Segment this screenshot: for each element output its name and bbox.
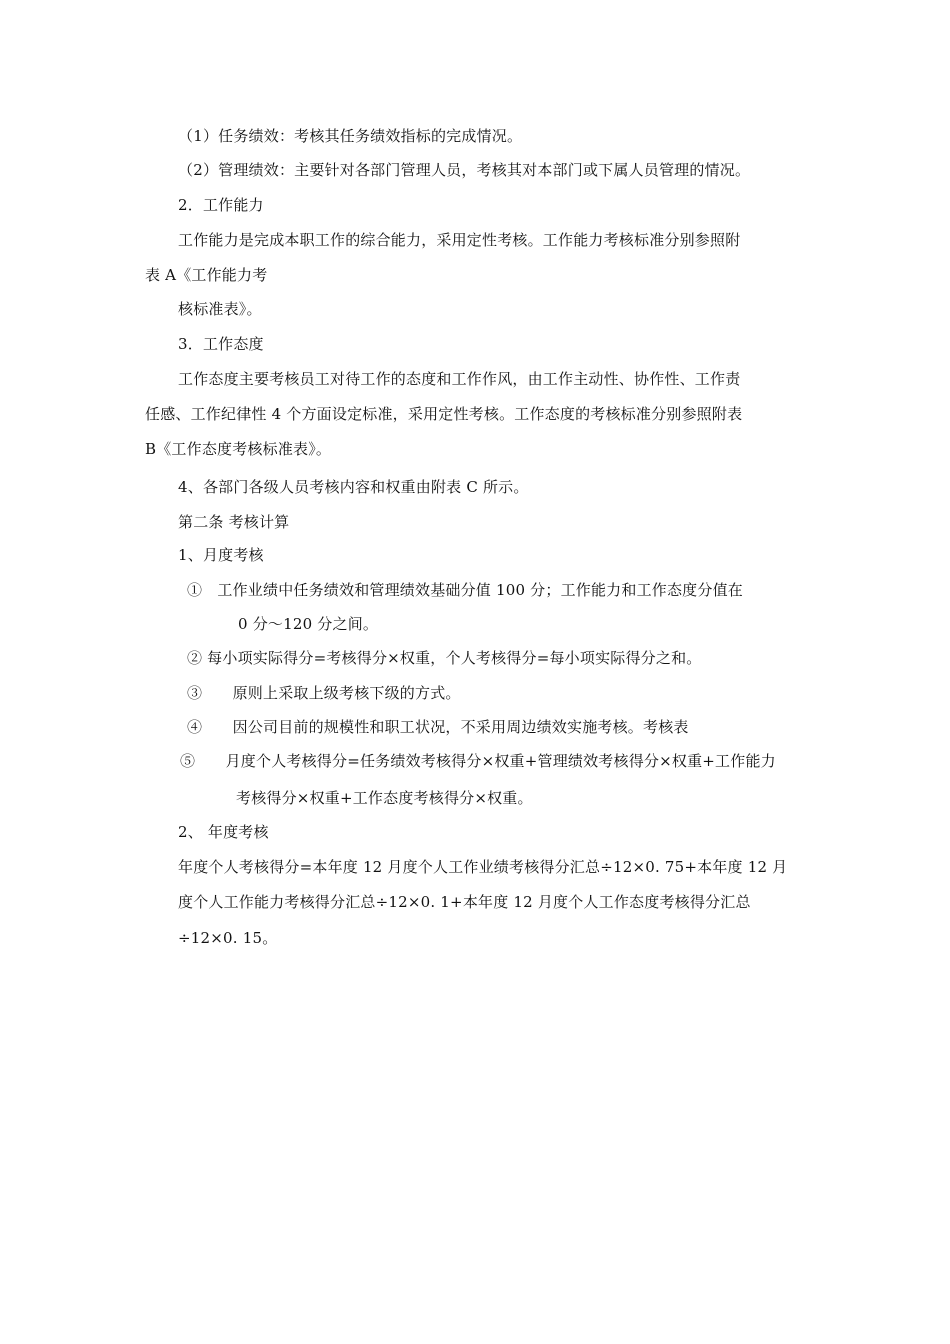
- paragraph-work-ability-line-2: 表 A《工作能力考: [145, 266, 268, 284]
- paragraph-task-performance: （1）任务绩效：考核其任务绩效指标的完成情况。: [178, 127, 523, 145]
- paragraph-work-attitude-line-1: 工作态度主要考核员工对待工作的态度和工作作风，由工作主动性、协作性、工作责: [178, 370, 741, 388]
- heading-work-attitude: 3．工作态度: [178, 335, 264, 353]
- list-item-5-line-1: ⑤ 月度个人考核得分=任务绩效考核得分×权重+管理绩效考核得分×权重+工作能力: [180, 752, 776, 770]
- paragraph-work-attitude-line-2: 任感、工作纪律性 4 个方面设定标准，采用定性考核。工作态度的考核标准分别参照附表: [145, 405, 743, 423]
- heading-work-ability: 2．工作能力: [178, 196, 264, 214]
- paragraph-annual-formula-line-1: 年度个人考核得分=本年度 12 月度个人工作业绩考核得分汇总÷12×0. 75+本年度 12 月: [178, 858, 788, 876]
- paragraph-annual-formula-line-2: 度个人工作能力考核得分汇总÷12×0. 1+本年度 12 月度个人工作态度考核得分汇总: [178, 893, 751, 911]
- paragraph-work-attitude-line-3: B《工作态度考核标准表》。: [145, 440, 332, 458]
- list-item-2: ② 每小项实际得分=考核得分×权重，个人考核得分=每小项实际得分之和。: [187, 649, 702, 667]
- list-item-3: ③ 原则上采取上级考核下级的方式。: [187, 684, 461, 702]
- heading-annual-review: 2、 年度考核: [178, 823, 269, 841]
- list-item-5-line-2: 考核得分×权重+工作态度考核得分×权重。: [236, 789, 533, 807]
- paragraph-work-ability-line-1: 工作能力是完成本职工作的综合能力，采用定性考核。工作能力考核标准分别参照附: [178, 231, 741, 249]
- list-item-1-line-1: ① 工作业绩中任务绩效和管理绩效基础分值 100 分；工作能力和工作态度分值在: [187, 581, 743, 599]
- paragraph-weights: 4、各部门各级人员考核内容和权重由附表 C 所示。: [178, 478, 529, 496]
- heading-article-two: 第二条 考核计算: [178, 513, 290, 531]
- heading-monthly-review: 1、月度考核: [178, 546, 264, 564]
- paragraph-work-ability-line-3: 核标准表》。: [178, 300, 262, 318]
- list-item-4: ④ 因公司目前的规模性和职工状况，不采用周边绩效实施考核。考核表: [187, 718, 689, 736]
- list-item-1-line-2: 0 分～120 分之间。: [238, 615, 379, 633]
- paragraph-annual-formula-line-3: ÷12×0. 15。: [178, 929, 278, 947]
- paragraph-management-performance: （2）管理绩效：主要针对各部门管理人员，考核其对本部门或下属人员管理的情况。: [178, 161, 751, 179]
